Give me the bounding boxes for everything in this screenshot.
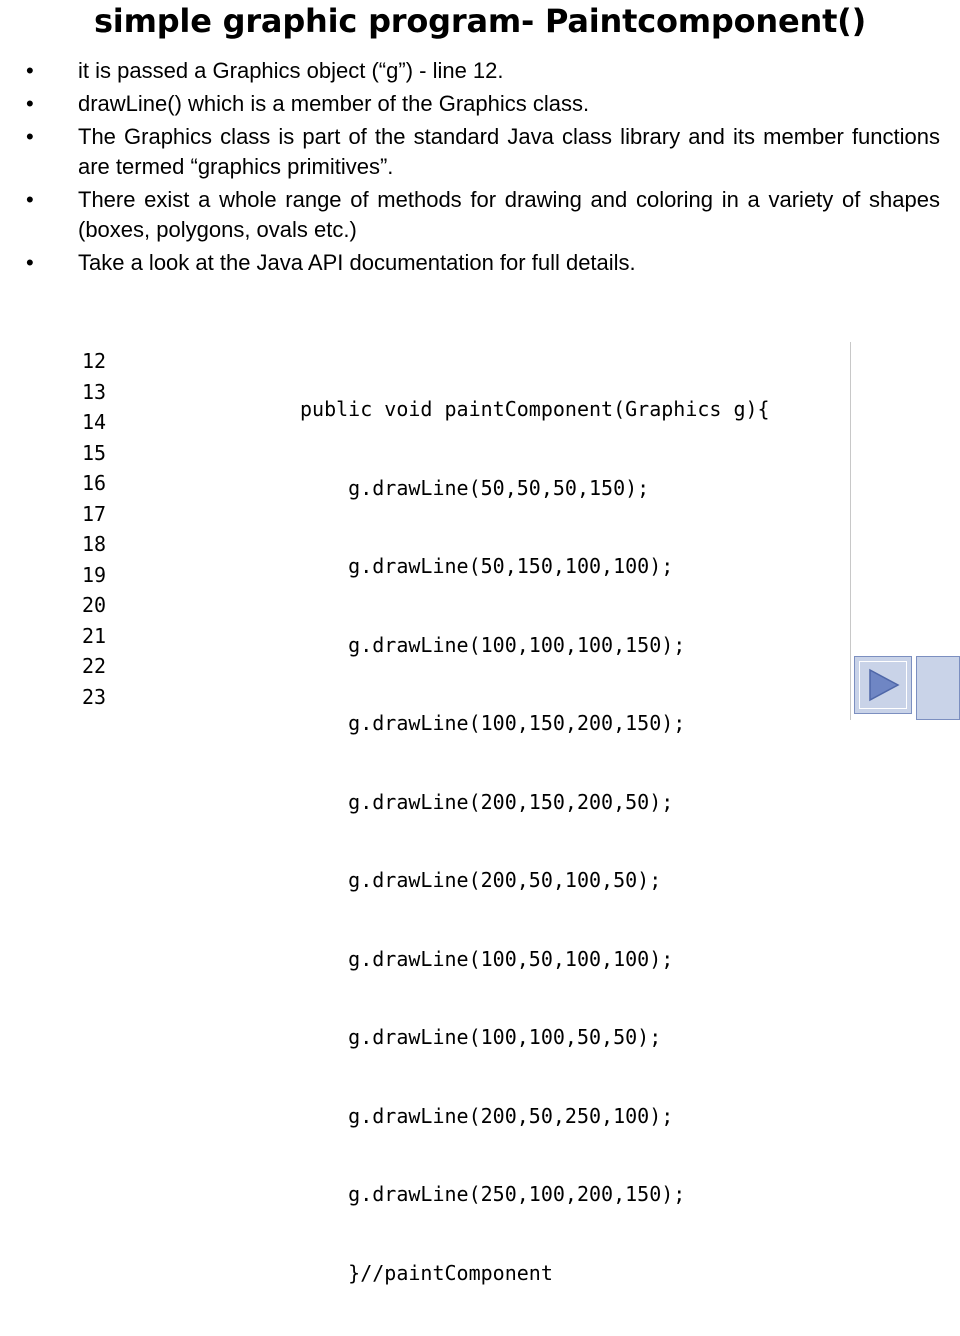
code-line: g.drawLine(50,150,100,100); bbox=[300, 554, 674, 578]
code-line: g.drawLine(50,50,50,150); bbox=[300, 475, 650, 500]
play-triangle-icon bbox=[863, 665, 903, 705]
code-line: g.drawLine(100,100,100,150); bbox=[300, 632, 686, 657]
bullet-item bbox=[20, 89, 940, 119]
nav-button-edge[interactable] bbox=[916, 656, 960, 720]
bullet-glyph: • bbox=[26, 91, 34, 116]
code-line: g.drawLine(250,100,200,150); bbox=[300, 1182, 686, 1206]
bullet-glyph: • bbox=[26, 58, 34, 83]
bullet-item bbox=[20, 122, 940, 182]
line-number: 22 bbox=[82, 654, 107, 678]
slide-title: simple graphic program- Paintcomponent() bbox=[93, 2, 867, 40]
bullet-text: drawLine() which is a member of the Graphics class. bbox=[78, 91, 590, 116]
code-line: }//paintComponent bbox=[300, 1260, 553, 1285]
bullet-glyph: • bbox=[26, 187, 34, 212]
line-number: 17 bbox=[82, 501, 107, 526]
line-number: 18 bbox=[82, 532, 107, 556]
bullet-text: There exist a whole range of methods for drawing and coloring in a variety of shapes (boxes, polygons, ovals etc.) bbox=[78, 187, 940, 242]
line-number: 15 bbox=[82, 440, 107, 465]
code-line: g.drawLine(100,50,100,100); bbox=[300, 946, 674, 971]
line-number: 20 bbox=[82, 593, 107, 617]
code-line: g.drawLine(200,150,200,50); bbox=[300, 789, 674, 814]
code-line: g.drawLine(100,150,200,150); bbox=[300, 711, 686, 735]
bullet-glyph: • bbox=[26, 124, 34, 149]
bullet-item bbox=[20, 56, 940, 86]
line-number: 14 bbox=[82, 410, 107, 434]
next-slide-button[interactable] bbox=[854, 656, 912, 714]
line-number: 13 bbox=[82, 379, 107, 404]
bullet-text: it is passed a Graphics object (“g”) - line 12. bbox=[78, 58, 504, 83]
code-line-numbers bbox=[82, 346, 152, 712]
line-number: 16 bbox=[82, 471, 107, 495]
code-line: g.drawLine(200,50,250,100); bbox=[300, 1103, 674, 1128]
code-line: g.drawLine(200,50,100,50); bbox=[300, 868, 662, 892]
code-block bbox=[300, 346, 860, 1336]
line-number: 21 bbox=[82, 623, 107, 648]
bullet-item bbox=[20, 248, 940, 278]
code-line: g.drawLine(100,100,50,50); bbox=[300, 1025, 662, 1049]
line-number: 23 bbox=[82, 684, 107, 709]
bullet-text: The Graphics class is part of the standard Java class library and its member functions are termed “graphics primitives”. bbox=[78, 124, 940, 179]
bullet-text: Take a look at the Java API documentation for full details. bbox=[78, 250, 636, 275]
line-number: 19 bbox=[82, 562, 107, 587]
line-number: 12 bbox=[82, 349, 107, 373]
bullet-glyph: • bbox=[26, 250, 34, 275]
bullet-list bbox=[20, 56, 940, 281]
code-line: public void paintComponent(Graphics g){ bbox=[300, 397, 770, 421]
bullet-item bbox=[20, 185, 940, 245]
